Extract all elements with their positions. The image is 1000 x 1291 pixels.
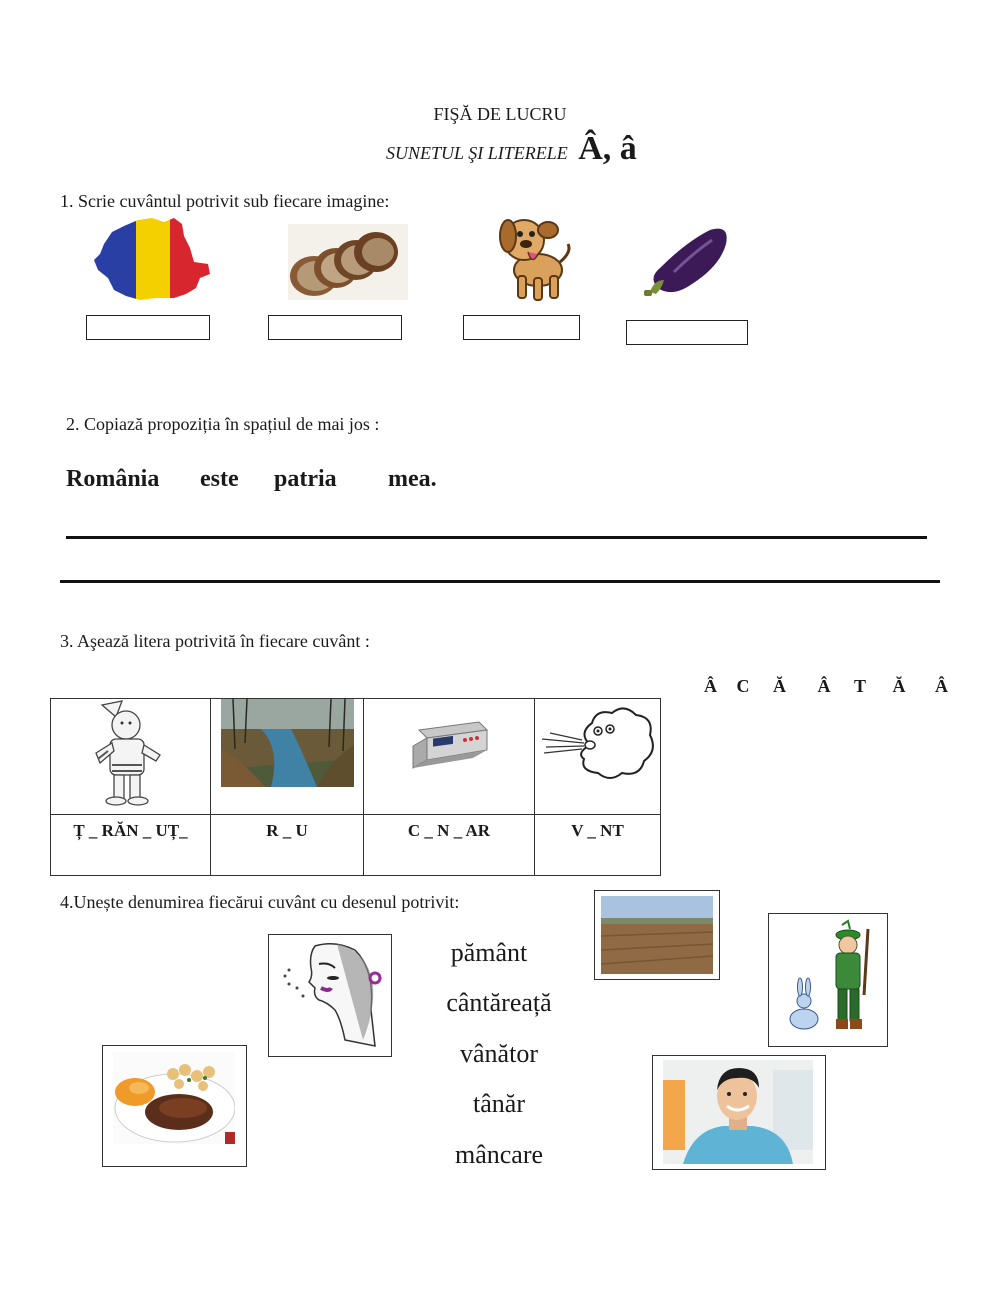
subtitle-text: SUNETUL ŞI LITERELE [386,143,568,163]
sentence-word-4: mea. [388,466,437,492]
exercise-3-prompt: 3. Aşează litera potrivită în fiecare cuvânt : [60,631,370,651]
sentence-word-2: este [200,466,239,492]
match-word-5[interactable]: mâncare [454,1140,544,1169]
missing-letters-table [50,698,661,876]
match-word-3[interactable]: vânător [460,1039,538,1068]
missing-letter-word-3[interactable]: C _ N _ AR [364,815,535,876]
peasant-drawing [86,699,176,809]
hunter-drawing[interactable] [768,913,888,1047]
sentence-word-1: România [66,466,160,492]
eggplant-image [640,222,732,302]
scale-photo [409,716,489,778]
food-photo[interactable] [102,1045,247,1167]
wind-cloud [540,705,656,785]
missing-letter-word-4[interactable]: V _ NT [535,815,661,876]
answer-box-1[interactable] [86,315,210,340]
letter-bank [704,676,948,697]
letter-bank-item: Ă [773,676,786,696]
singer-drawing[interactable] [268,934,392,1057]
wind-cloud-cell [535,699,661,815]
worksheet-subtitle [386,130,637,168]
letter-bank-item: Ă [892,676,906,696]
worksheet-title: FIŞĂ DE LUCRU [433,104,567,124]
missing-letter-word-2[interactable]: R _ U [211,815,364,876]
writing-line-2[interactable] [60,580,940,583]
romania-map-image [90,214,214,304]
match-word-1[interactable]: pământ [450,938,528,967]
letter-bank-item: Â [704,676,717,696]
answer-box-3[interactable] [463,315,580,340]
scale-photo-cell [364,699,535,815]
exercise-1-prompt: 1. Scrie cuvântul potrivit sub fiecare imagine: [60,191,390,211]
answer-box-2[interactable] [268,315,402,340]
letter-bank-item: C [736,676,750,696]
young-man-photo[interactable] [652,1055,826,1170]
sentence-word-3: patria [274,466,337,492]
exercise-4-prompt: 4.Unește denumirea fiecărui cuvânt cu desenul potrivit: [60,892,460,912]
river-photo [221,699,354,787]
match-word-2[interactable]: cântăreață [446,988,552,1017]
letter-bank-item: Â [935,676,948,696]
field-photo[interactable] [594,890,720,980]
answer-box-4[interactable] [626,320,748,345]
letter-bank-item: T [854,676,867,696]
exercise-2-prompt: 2. Copiază propoziția în spațiul de mai jos : [66,414,380,434]
writing-line-1[interactable] [66,536,927,539]
missing-letter-word-1[interactable]: Ț _ RĂN _ UȚ_ [51,815,211,876]
river-photo-cell [211,699,364,815]
subtitle-letters: Â, â [578,130,637,167]
bread-image [288,224,408,300]
peasant-drawing-cell [51,699,211,815]
letter-bank-item: Â [817,676,831,696]
match-word-4[interactable]: tânăr [473,1089,525,1118]
dog-image [488,210,574,304]
